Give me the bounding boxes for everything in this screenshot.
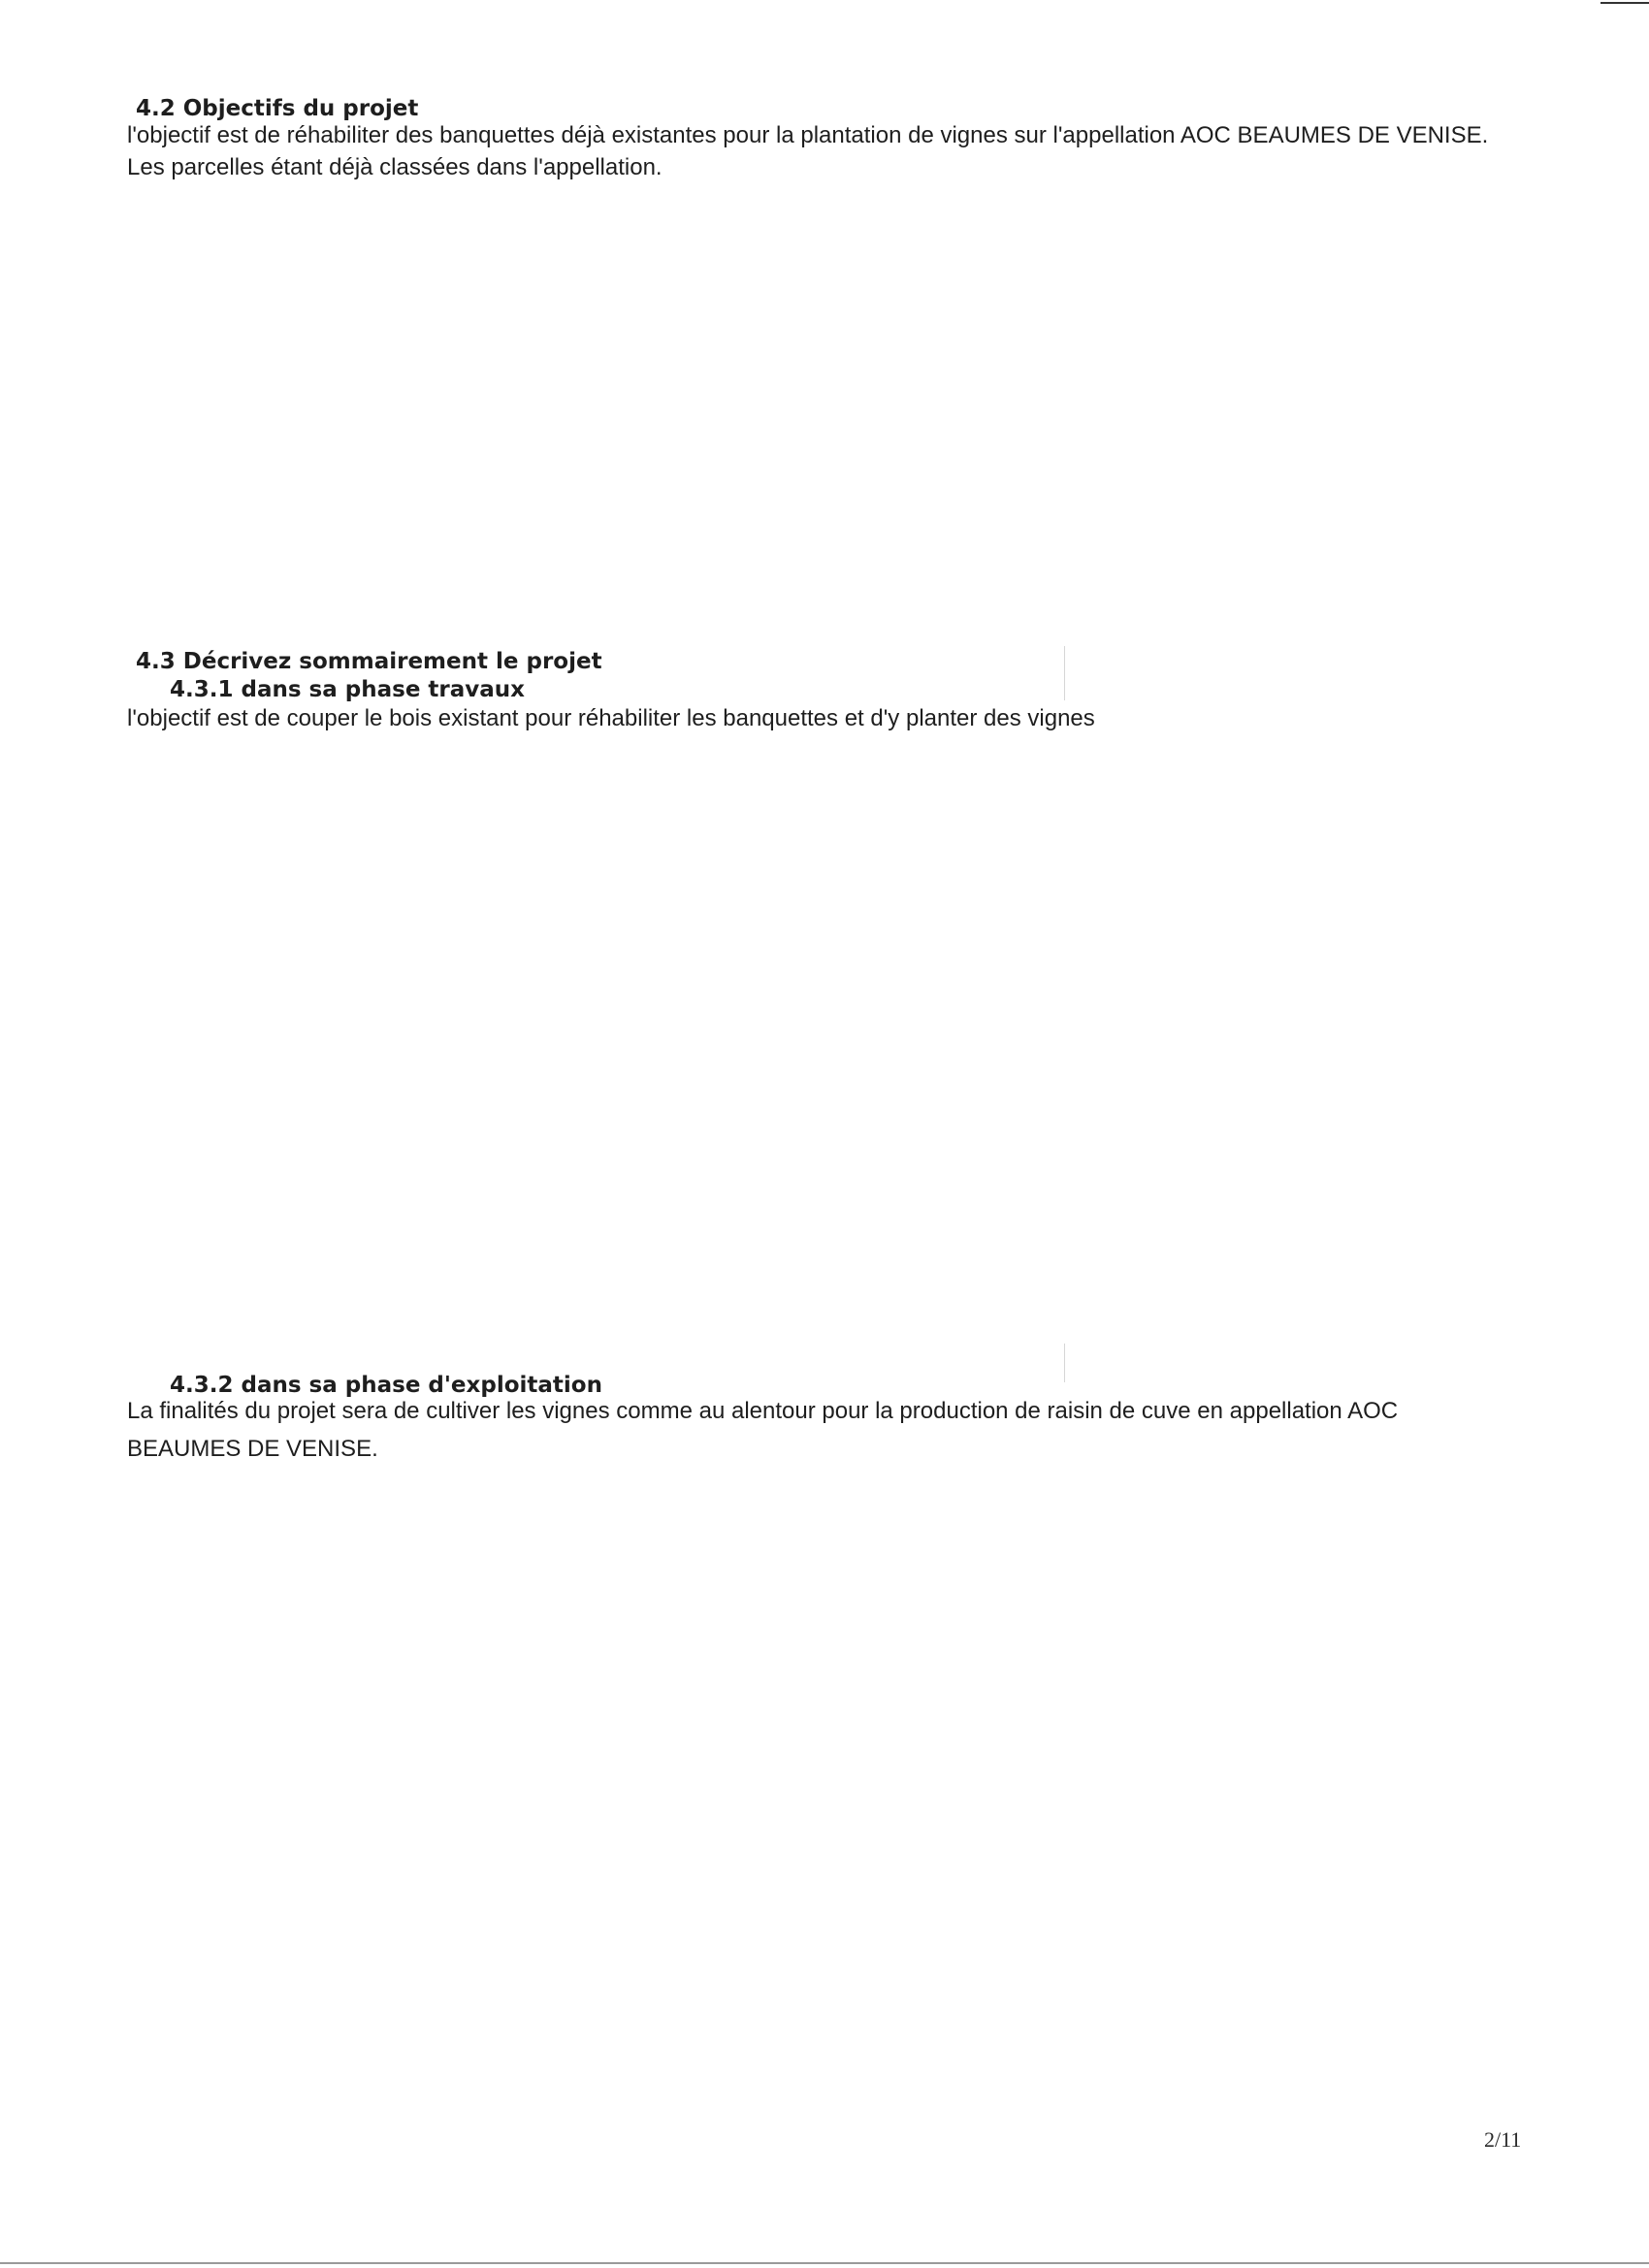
section-4-3-2-text-line-1: La finalités du projet sera de cultiver les vignes comme au alentour pour la production de raisin de cuve en appellation AOC	[127, 1398, 1399, 1424]
section-4-2-heading: 4.2 Objectifs du projet	[136, 96, 419, 121]
section-4-3-1-text-line-1: l'objectif est de couper le bois existant pour réhabiliter les banquettes et d'y planter des vignes	[127, 705, 1095, 731]
section-4-3-heading: 4.3 Décrivez sommairement le projet	[136, 649, 602, 674]
section-4-3-1-heading: 4.3.1 dans sa phase travaux	[170, 677, 526, 702]
section-4-3-2-heading: 4.3.2 dans sa phase d'exploitation	[170, 1373, 602, 1398]
page-number: 2/11	[1484, 2127, 1522, 2152]
section-4-2-text-line-1: l'objectif est de réhabiliter des banquettes déjà existantes pour la plantation de vignes sur l'appellation AOC BEAUMES DE VENISE.	[127, 122, 1489, 148]
section-4-3-2-text-line-2: BEAUMES DE VENISE.	[127, 1436, 378, 1462]
section-4-2-text-line-2: Les parcelles étant déjà classées dans l'appellation.	[127, 154, 663, 180]
scan-fold-line-2	[1064, 1344, 1065, 1382]
scan-fold-line-1	[1064, 646, 1065, 700]
scan-edge-mark-top-right	[1600, 2, 1649, 4]
scan-edge-line-bottom	[0, 2262, 1649, 2264]
